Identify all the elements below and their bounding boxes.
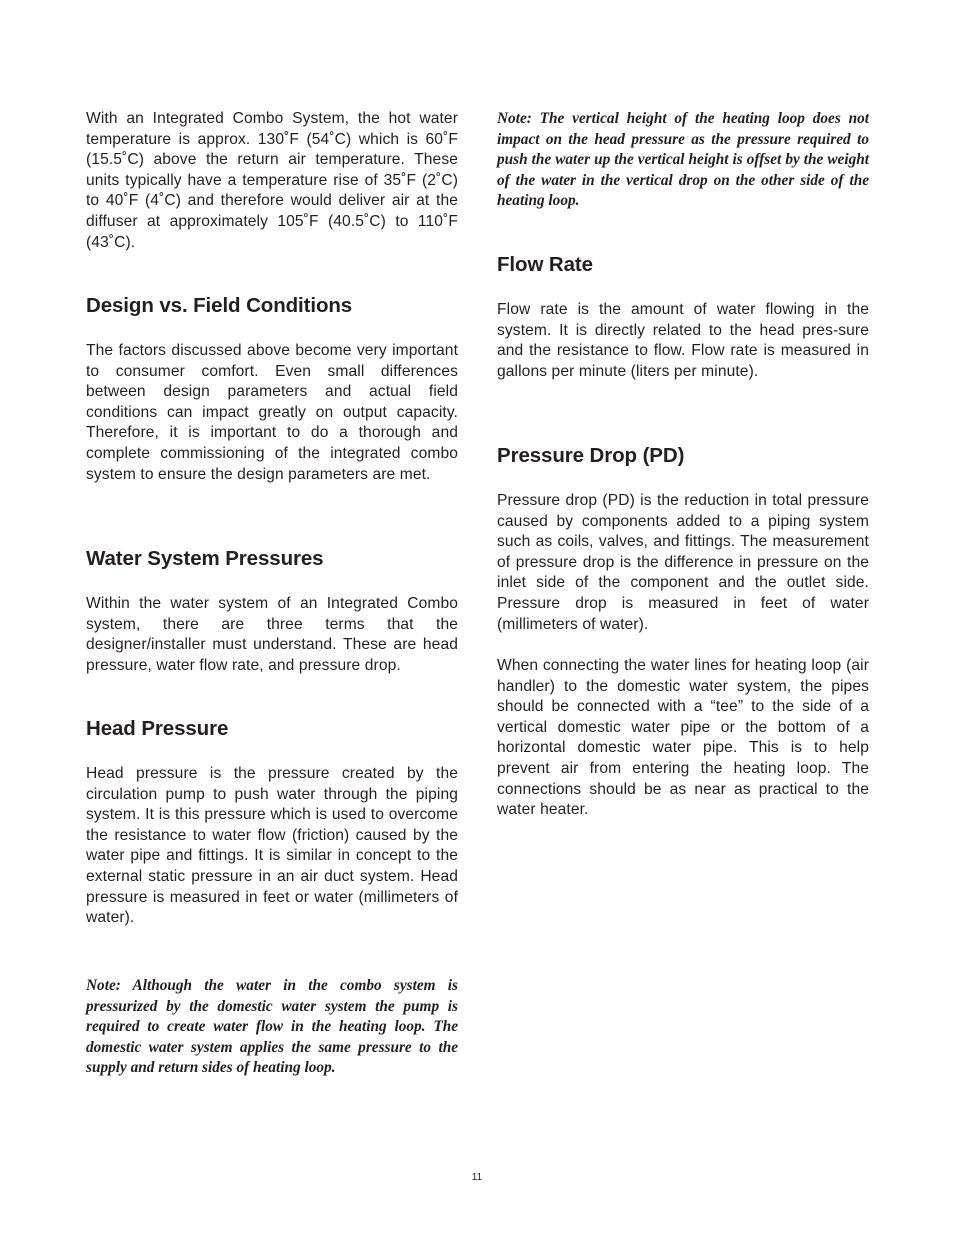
pressure-drop-paragraph: Pressure drop (PD) is the reduction in total pressure caused by components added to a piping system such as coils, valves, and fittings. The measurement of pressure drop is the difference in pressure on the inlet side of the component and the outlet side. Pressure drop is measured in feet of water (millimeters of water). bbox=[497, 492, 869, 633]
vertical-height-note: Note: The vertical height of the heating loop does not impact on the head pressure as the pressure required to push the water up the vertical height is offset by the weight of the water in the vertical drop on the other side of the heating loop. bbox=[497, 110, 869, 210]
design-vs-field-conditions-paragraph: The factors discussed above become very important to consumer comfort. Even small differences between design parameters and actual field conditions can impact greatly on output capacity. Therefore, it is important to do a thorough and complete commissioning of the integrated combo system to ensure the design parameters are met. bbox=[86, 342, 458, 483]
flow-rate-heading: Flow Rate bbox=[497, 253, 593, 276]
head-pressure-note: Note: Although the water in the combo system is pressurized by the domestic water system the pump is required to create water flow in the heating loop. The domestic water system applies the same pressure to the supply and return sides of heating loop. bbox=[86, 977, 458, 1077]
water-system-pressures-paragraph: Within the water system of an Integrated Combo system, there are three terms that the designer/installer must understand. These are head pressure, water flow rate, and pressure drop. bbox=[86, 595, 458, 674]
head-pressure-heading: Head Pressure bbox=[86, 717, 229, 740]
intro-paragraph: With an Integrated Combo System, the hot water temperature is approx. 130˚F (54˚C) which is 60˚F (15.5˚C) above the return air temperature. These units typically have a temperature rise of 35˚F (2˚C) to 40˚F (4˚C) and therefore would deliver air at the diffuser at approximately 105˚F (40.5˚C) to 110˚F (43˚C). bbox=[86, 110, 458, 251]
page-number: 11 bbox=[471, 1172, 483, 1183]
flow-rate-paragraph: Flow rate is the amount of water flowing in the system. It is directly related to the head pres-sure and the resistance to flow. Flow rate is measured in gallons per minute (liters per minute). bbox=[497, 301, 869, 380]
pressure-drop-heading: Pressure Drop (PD) bbox=[497, 444, 685, 467]
design-vs-field-conditions-heading: Design vs. Field Conditions bbox=[86, 294, 353, 317]
water-line-connection-paragraph: When connecting the water lines for heating loop (air handler) to the domestic water system, the pipes should be connected with a “tee” to the side of a vertical domestic water pipe or the bottom of a horizontal domestic water pipe. This is to help prevent air from entering the heating loop. The connections should be as near as practical to the water heater. bbox=[497, 657, 869, 819]
water-system-pressures-heading: Water System Pressures bbox=[86, 547, 324, 570]
head-pressure-paragraph: Head pressure is the pressure created by the circulation pump to push water through the piping system. It is this pressure which is used to overcome the resistance to water flow (friction) caused by the water pipe and fittings. It is similar in concept to the external static pressure in an air duct system. Head pressure is measured in feet or water (millimeters of water). bbox=[86, 765, 458, 927]
